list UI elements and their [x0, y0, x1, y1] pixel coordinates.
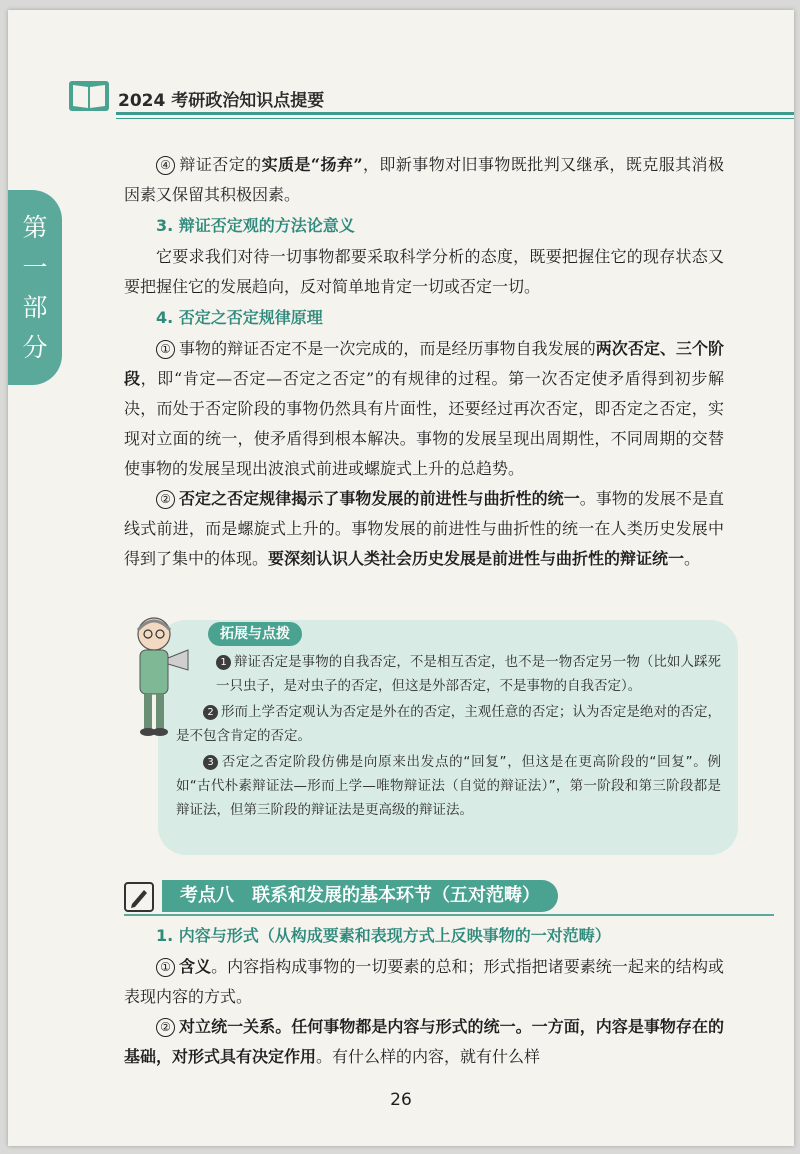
side-tab-char: 部 — [22, 292, 48, 322]
item-number: ① — [156, 958, 175, 977]
extension-item: 3 否定之否定阶段仿佛是向原来出发点的“回复”，但这是在更高阶段的“回复”。例如“古代朴素辩证法—形而上学—唯物辩证法（自觉的辩证法）”，第一阶段和第三阶段都是辩证法，但第三阶段的辩证法是更高级的辩证法。 — [176, 754, 721, 818]
paragraph-4-sublation: ④ 辩证否定的实质是“扬弃”，即新事物对旧事物既批判又继承，既克服其消极因素又保留其积极因素。 — [124, 155, 724, 204]
section-heading-4: 4. 否定之否定规律原理 — [156, 308, 323, 327]
side-tab-char: 第 — [22, 212, 48, 242]
paragraph-negation-law-1: ① 事物的辩证否定不是一次完成的，而是经历事物自我发展的两次否定、三个阶段，即“肯定—否定—否定之否定”的有规律的过程。第一次否定使矛盾得到初步解决，而处于否定阶段的事物仍然具有片面性，还要经过再次否定，即否定之否定，实现对立面的统一，使矛盾得到根本解决。事物的发展呈现出周期性，不同周期的交替使事物的发展呈现出波浪式前进或螺旋式上升的总趋势。 — [124, 339, 724, 478]
section-heading-content-form: 1. 内容与形式（从构成要素和表现方式上反映事物的一对范畴） — [156, 926, 611, 945]
key-point-banner — [124, 880, 774, 916]
extension-item: 2 形而上学否定观认为否定是外在的否定，主观任意的否定；认为否定是绝对的否定，是不包含肯定的否定。 — [176, 704, 721, 744]
paragraph-definition: ① 含义。内容指构成事物的一切要素的总和；形式指把诸要素统一起来的结构或表现内容的方式。 — [124, 957, 724, 1006]
section-heading-3: 3. 辩证否定观的方法论意义 — [156, 216, 355, 235]
item-number: ① — [156, 340, 175, 359]
paragraph-methodology: 它要求我们对待一切事物都要采取科学分析的态度，既要把握住它的现存状态又要把握住它的发展趋向，反对简单地肯定一切或否定一切。 — [124, 247, 724, 296]
header-title: 2024 考研政治知识点提要 — [118, 91, 325, 111]
extension-item: 1 辩证否定是事物的自我否定，不是相互否定，也不是一物否定另一物（比如人踩死一只虫子，是对虫子的否定，但这是外部否定，不是事物的自我否定）。 — [216, 654, 721, 694]
teacher-illustration-icon — [126, 610, 206, 740]
main-content — [124, 150, 724, 574]
item-number: ② — [156, 490, 175, 509]
extension-label: 拓展与点拨 — [208, 622, 302, 646]
extension-box — [158, 620, 738, 855]
side-tab-char: 一 — [22, 252, 48, 282]
key-point-title: 考点八 联系和发展的基本环节（五对范畴） — [162, 880, 558, 912]
page-header — [68, 78, 768, 118]
side-tab-char: 分 — [22, 332, 48, 362]
paragraph-negation-law-2: ② 否定之否定规律揭示了事物发展的前进性与曲折性的统一。事物的发展不是直线式前进，而是螺旋式上升的。事物发展的前进性与曲折性的统一在人类历史发展中得到了集中的体现。要深刻认识人类社会历史发展是前进性与曲折性的辩证统一。 — [124, 489, 724, 568]
page-number: 26 — [390, 1090, 412, 1110]
header-rule — [116, 112, 794, 115]
item-number: 1 — [216, 655, 231, 670]
item-number: 3 — [203, 755, 218, 770]
item-number: ④ — [156, 156, 175, 175]
open-book-icon — [68, 78, 110, 114]
main-content-lower — [124, 920, 724, 1072]
item-number: ② — [156, 1018, 175, 1037]
part-side-tab — [8, 190, 62, 385]
header-rule-thin — [116, 118, 794, 119]
item-number: 2 — [203, 705, 218, 720]
book-page — [8, 10, 794, 1146]
pencil-icon — [124, 882, 154, 912]
extension-content — [176, 650, 721, 824]
paragraph-unity: ② 对立统一关系。任何事物都是内容与形式的统一。一方面，内容是事物存在的基础，对形式具有决定作用。有什么样的内容，就有什么样 — [124, 1017, 724, 1066]
